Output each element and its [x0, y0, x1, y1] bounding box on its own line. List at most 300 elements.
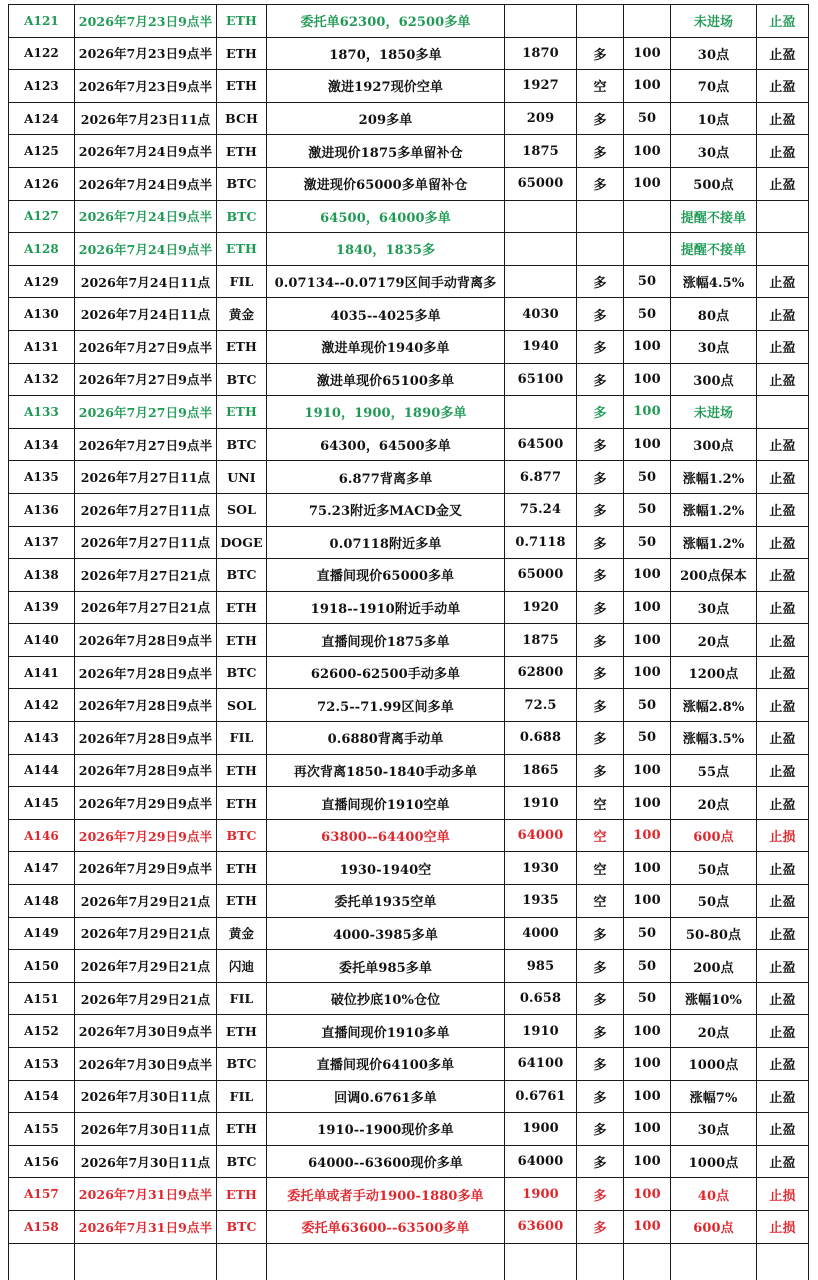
trade-result: 1000点: [671, 1145, 757, 1178]
trade-result: 1200点: [671, 656, 757, 689]
trade-entry-price: 64100: [505, 1048, 577, 1081]
trade-strategy: 209多单: [267, 102, 505, 135]
trade-id: A142: [9, 689, 75, 722]
trade-direction: 多: [577, 982, 624, 1015]
trade-result: 30点: [671, 37, 757, 70]
trade-position: 50: [624, 298, 671, 331]
trade-entry-price: [505, 265, 577, 298]
table-row: [9, 819, 809, 852]
trade-entry-price: [505, 396, 577, 429]
trade-position: 50: [624, 526, 671, 559]
empty-cell: [577, 1243, 624, 1280]
trade-symbol: BTC: [217, 1210, 267, 1243]
table-row: [9, 526, 809, 559]
trade-direction: [577, 200, 624, 233]
table-row: [9, 689, 809, 722]
trade-id: A126: [9, 167, 75, 200]
trade-result: 600点: [671, 819, 757, 852]
trade-entry-price: 64000: [505, 819, 577, 852]
table-row: [9, 70, 809, 103]
trade-entry-price: 64500: [505, 428, 577, 461]
trade-date: 2026年7月29日9点半: [75, 819, 217, 852]
trade-direction: 多: [577, 135, 624, 168]
trade-direction: 多: [577, 1048, 624, 1081]
table-row: [9, 330, 809, 363]
trade-entry-price: 1920: [505, 591, 577, 624]
trade-entry-price: 1927: [505, 70, 577, 103]
trade-direction: 多: [577, 37, 624, 70]
trade-id: A144: [9, 754, 75, 787]
trade-strategy: 0.6880背离手动单: [267, 722, 505, 755]
trade-position: [624, 200, 671, 233]
trade-direction: [577, 233, 624, 266]
trade-symbol: BTC: [217, 1048, 267, 1081]
trade-id: A151: [9, 982, 75, 1015]
trade-date: 2026年7月24日9点半: [75, 233, 217, 266]
trade-entry-price: 1910: [505, 787, 577, 820]
trade-symbol: DOGE: [217, 526, 267, 559]
trade-id: A132: [9, 363, 75, 396]
trade-result: 涨幅1.2%: [671, 526, 757, 559]
trade-outcome: 止盈: [757, 787, 809, 820]
trade-outcome: 止盈: [757, 461, 809, 494]
trade-position: 100: [624, 1178, 671, 1211]
trade-position: [624, 233, 671, 266]
trade-strategy: 激进单现价1940多单: [267, 330, 505, 363]
table-row: [9, 428, 809, 461]
trade-id: A150: [9, 950, 75, 983]
trade-outcome: 止损: [757, 819, 809, 852]
trade-entry-price: 72.5: [505, 689, 577, 722]
trade-position: 100: [624, 1210, 671, 1243]
trade-position: 100: [624, 852, 671, 885]
trade-entry-price: 65000: [505, 167, 577, 200]
trade-outcome: 止损: [757, 1178, 809, 1211]
trade-outcome: 止盈: [757, 5, 809, 38]
trade-outcome: 止损: [757, 1210, 809, 1243]
trade-outcome: 止盈: [757, 624, 809, 657]
trade-direction: 多: [577, 624, 624, 657]
trade-strategy: 6.877背离多单: [267, 461, 505, 494]
table-row: [9, 591, 809, 624]
trade-strategy: 再次背离1850-1840手动多单: [267, 754, 505, 787]
trade-position: 50: [624, 982, 671, 1015]
trade-outcome: 止盈: [757, 135, 809, 168]
table-row: [9, 265, 809, 298]
trade-position: 50: [624, 722, 671, 755]
trade-id: A128: [9, 233, 75, 266]
trade-result: 20点: [671, 624, 757, 657]
trade-direction: 多: [577, 493, 624, 526]
trade-symbol: FIL: [217, 722, 267, 755]
trade-date: 2026年7月27日9点半: [75, 396, 217, 429]
trade-outcome: 止盈: [757, 885, 809, 918]
trade-symbol: BTC: [217, 428, 267, 461]
trade-strategy: 直播间现价1875多单: [267, 624, 505, 657]
trade-direction: 多: [577, 461, 624, 494]
table-row: [9, 1210, 809, 1243]
trade-direction: 多: [577, 396, 624, 429]
trade-strategy: 委托单或者手动1900-1880多单: [267, 1178, 505, 1211]
trade-result: 50-80点: [671, 917, 757, 950]
table-row: [9, 722, 809, 755]
trade-id: A121: [9, 5, 75, 38]
trade-entry-price: 1865: [505, 754, 577, 787]
trade-strategy: 破位抄底10%仓位: [267, 982, 505, 1015]
trade-position: 100: [624, 624, 671, 657]
trade-entry-price: 985: [505, 950, 577, 983]
trade-id: A157: [9, 1178, 75, 1211]
trade-position: 100: [624, 1080, 671, 1113]
trade-strategy: 直播间现价64100多单: [267, 1048, 505, 1081]
table-row: [9, 5, 809, 38]
trade-direction: 多: [577, 1080, 624, 1113]
trade-outcome: 止盈: [757, 265, 809, 298]
trade-date: 2026年7月29日9点半: [75, 852, 217, 885]
trade-position: 100: [624, 819, 671, 852]
trade-date: 2026年7月23日9点半: [75, 70, 217, 103]
trade-entry-price: 1935: [505, 885, 577, 918]
trade-position: 50: [624, 102, 671, 135]
trade-id: A152: [9, 1015, 75, 1048]
trade-outcome: 止盈: [757, 428, 809, 461]
trade-id: A140: [9, 624, 75, 657]
trade-entry-price: [505, 200, 577, 233]
trade-id: A136: [9, 493, 75, 526]
trade-result: 涨幅10%: [671, 982, 757, 1015]
trade-position: 100: [624, 37, 671, 70]
trade-entry-price: 64000: [505, 1145, 577, 1178]
trade-strategy: 63800--64400空单: [267, 819, 505, 852]
empty-cell: [671, 1243, 757, 1280]
empty-row: [9, 1243, 809, 1280]
trade-direction: 多: [577, 754, 624, 787]
trade-result: 200点: [671, 950, 757, 983]
table-row: [9, 1178, 809, 1211]
trade-position: 100: [624, 656, 671, 689]
table-row: [9, 167, 809, 200]
trade-entry-price: 4000: [505, 917, 577, 950]
table-row: [9, 233, 809, 266]
trade-symbol: BTC: [217, 200, 267, 233]
trade-direction: 多: [577, 722, 624, 755]
trade-position: 100: [624, 754, 671, 787]
trade-result: 未进场: [671, 396, 757, 429]
trade-id: A153: [9, 1048, 75, 1081]
trade-position: 50: [624, 493, 671, 526]
trade-entry-price: 0.688: [505, 722, 577, 755]
trade-direction: 多: [577, 167, 624, 200]
trade-symbol: FIL: [217, 982, 267, 1015]
trade-date: 2026年7月27日9点半: [75, 363, 217, 396]
table-row: [9, 624, 809, 657]
trade-result: 涨幅3.5%: [671, 722, 757, 755]
trade-direction: 多: [577, 265, 624, 298]
trade-direction: 多: [577, 298, 624, 331]
trade-outcome: 止盈: [757, 1015, 809, 1048]
trade-direction: 多: [577, 1178, 624, 1211]
trade-id: A133: [9, 396, 75, 429]
table-row: [9, 754, 809, 787]
trade-strategy: 委托单63600--63500多单: [267, 1210, 505, 1243]
trade-strategy: 64000--63600现价多单: [267, 1145, 505, 1178]
trade-direction: 多: [577, 917, 624, 950]
trade-symbol: UNI: [217, 461, 267, 494]
empty-cell: [75, 1243, 217, 1280]
trade-strategy: 回调0.6761多单: [267, 1080, 505, 1113]
trade-symbol: BTC: [217, 656, 267, 689]
trade-date: 2026年7月30日11点: [75, 1113, 217, 1146]
trade-outcome: 止盈: [757, 656, 809, 689]
trade-position: 100: [624, 885, 671, 918]
trade-strategy: 直播间现价1910空单: [267, 787, 505, 820]
trade-direction: [577, 5, 624, 38]
trade-strategy: 4035--4025多单: [267, 298, 505, 331]
trade-strategy: 1870，1850多单: [267, 37, 505, 70]
table-row: [9, 396, 809, 429]
trade-date: 2026年7月29日9点半: [75, 787, 217, 820]
trade-position: 50: [624, 950, 671, 983]
trade-strategy: 1918--1910附近手动单: [267, 591, 505, 624]
trade-id: A135: [9, 461, 75, 494]
table-row: [9, 1113, 809, 1146]
trade-result: 20点: [671, 787, 757, 820]
trade-symbol: BCH: [217, 102, 267, 135]
trade-id: A154: [9, 1080, 75, 1113]
trade-result: 提醒不接单: [671, 233, 757, 266]
trade-date: 2026年7月24日9点半: [75, 200, 217, 233]
trade-symbol: 黄金: [217, 917, 267, 950]
trade-symbol: ETH: [217, 787, 267, 820]
trade-direction: 多: [577, 950, 624, 983]
table-row: [9, 852, 809, 885]
trade-date: 2026年7月27日9点半: [75, 330, 217, 363]
trade-record-body: [9, 5, 809, 1280]
trade-date: 2026年7月28日9点半: [75, 624, 217, 657]
trade-outcome: [757, 233, 809, 266]
trade-direction: 多: [577, 102, 624, 135]
table-row: [9, 1145, 809, 1178]
trade-date: 2026年7月27日21点: [75, 591, 217, 624]
trade-position: [624, 5, 671, 38]
trade-direction: 空: [577, 885, 624, 918]
trade-entry-price: 75.24: [505, 493, 577, 526]
trade-id: A158: [9, 1210, 75, 1243]
table-row: [9, 1048, 809, 1081]
trade-position: 50: [624, 265, 671, 298]
trade-outcome: [757, 200, 809, 233]
trade-symbol: BTC: [217, 363, 267, 396]
trade-result: 500点: [671, 167, 757, 200]
trade-strategy: 0.07134--0.07179区间手动背离多: [267, 265, 505, 298]
trade-position: 100: [624, 787, 671, 820]
trade-direction: 多: [577, 1210, 624, 1243]
trade-date: 2026年7月31日9点半: [75, 1178, 217, 1211]
trade-entry-price: 1875: [505, 624, 577, 657]
trade-symbol: BTC: [217, 559, 267, 592]
empty-cell: [9, 1243, 75, 1280]
trade-strategy: 激进现价1875多单留补仓: [267, 135, 505, 168]
trade-result: 70点: [671, 70, 757, 103]
trade-symbol: BTC: [217, 819, 267, 852]
trade-symbol: ETH: [217, 396, 267, 429]
trade-direction: 多: [577, 559, 624, 592]
trade-date: 2026年7月28日9点半: [75, 656, 217, 689]
trade-result: 涨幅4.5%: [671, 265, 757, 298]
empty-cell: [217, 1243, 267, 1280]
trade-symbol: ETH: [217, 885, 267, 918]
trade-position: 100: [624, 1145, 671, 1178]
trade-strategy: 直播间现价65000多单: [267, 559, 505, 592]
table-row: [9, 37, 809, 70]
trade-outcome: 止盈: [757, 1048, 809, 1081]
trade-date: 2026年7月30日11点: [75, 1145, 217, 1178]
trade-strategy: 64500，64000多单: [267, 200, 505, 233]
trade-strategy: 1910--1900现价多单: [267, 1113, 505, 1146]
trade-strategy: 激进单现价65100多单: [267, 363, 505, 396]
table-row: [9, 917, 809, 950]
trade-record-table: [8, 4, 809, 1280]
trade-direction: 多: [577, 1145, 624, 1178]
trade-result: 1000点: [671, 1048, 757, 1081]
trade-result: 600点: [671, 1210, 757, 1243]
trade-entry-price: 1900: [505, 1178, 577, 1211]
trade-entry-price: 63600: [505, 1210, 577, 1243]
trade-id: A138: [9, 559, 75, 592]
trade-strategy: 64300，64500多单: [267, 428, 505, 461]
trade-outcome: 止盈: [757, 950, 809, 983]
trade-outcome: 止盈: [757, 37, 809, 70]
trade-entry-price: 65100: [505, 363, 577, 396]
trade-symbol: ETH: [217, 591, 267, 624]
trade-direction: 多: [577, 363, 624, 396]
trade-date: 2026年7月24日11点: [75, 265, 217, 298]
trade-date: 2026年7月27日11点: [75, 461, 217, 494]
trade-outcome: 止盈: [757, 526, 809, 559]
trade-date: 2026年7月28日9点半: [75, 722, 217, 755]
trade-date: 2026年7月23日9点半: [75, 5, 217, 38]
trade-outcome: 止盈: [757, 982, 809, 1015]
trade-position: 50: [624, 461, 671, 494]
trade-position: 100: [624, 396, 671, 429]
trade-outcome: 止盈: [757, 70, 809, 103]
trade-outcome: 止盈: [757, 330, 809, 363]
trade-result: 20点: [671, 1015, 757, 1048]
trade-strategy: 激进现价65000多单留补仓: [267, 167, 505, 200]
trade-outcome: 止盈: [757, 298, 809, 331]
trade-date: 2026年7月30日9点半: [75, 1015, 217, 1048]
trade-entry-price: [505, 233, 577, 266]
trade-result: 涨幅1.2%: [671, 493, 757, 526]
table-row: [9, 200, 809, 233]
trade-position: 100: [624, 428, 671, 461]
trade-date: 2026年7月24日11点: [75, 298, 217, 331]
trade-id: A131: [9, 330, 75, 363]
trade-outcome: 止盈: [757, 363, 809, 396]
trade-date: 2026年7月29日21点: [75, 885, 217, 918]
table-row: [9, 102, 809, 135]
trade-id: A124: [9, 102, 75, 135]
table-row: [9, 1080, 809, 1113]
trade-result: 涨幅1.2%: [671, 461, 757, 494]
trade-outcome: 止盈: [757, 591, 809, 624]
trade-strategy: 1930-1940空: [267, 852, 505, 885]
trade-result: 50点: [671, 885, 757, 918]
trade-date: 2026年7月23日11点: [75, 102, 217, 135]
trade-symbol: 闪迪: [217, 950, 267, 983]
trade-entry-price: 62800: [505, 656, 577, 689]
trade-direction: 多: [577, 330, 624, 363]
trade-id: A149: [9, 917, 75, 950]
trade-id: A146: [9, 819, 75, 852]
table-row: [9, 982, 809, 1015]
table-row: [9, 135, 809, 168]
trade-symbol: ETH: [217, 233, 267, 266]
trade-direction: 空: [577, 852, 624, 885]
trade-symbol: BTC: [217, 167, 267, 200]
trade-date: 2026年7月28日9点半: [75, 754, 217, 787]
empty-cell: [757, 1243, 809, 1280]
trade-position: 100: [624, 363, 671, 396]
trade-entry-price: 6.877: [505, 461, 577, 494]
trade-date: 2026年7月27日21点: [75, 559, 217, 592]
trade-symbol: SOL: [217, 493, 267, 526]
trade-id: A129: [9, 265, 75, 298]
trade-result: 未进场: [671, 5, 757, 38]
trade-id: A139: [9, 591, 75, 624]
table-row: [9, 559, 809, 592]
trade-id: A130: [9, 298, 75, 331]
trade-date: 2026年7月29日21点: [75, 950, 217, 983]
trade-entry-price: 4030: [505, 298, 577, 331]
trade-id: A125: [9, 135, 75, 168]
trade-outcome: 止盈: [757, 1080, 809, 1113]
trade-date: 2026年7月27日11点: [75, 526, 217, 559]
trade-strategy: 委托单62300，62500多单: [267, 5, 505, 38]
trade-symbol: ETH: [217, 624, 267, 657]
trade-date: 2026年7月29日21点: [75, 982, 217, 1015]
trade-id: A155: [9, 1113, 75, 1146]
trade-position: 50: [624, 689, 671, 722]
trade-symbol: ETH: [217, 70, 267, 103]
trade-id: A143: [9, 722, 75, 755]
trade-strategy: 委托单1935空单: [267, 885, 505, 918]
trade-entry-price: 1910: [505, 1015, 577, 1048]
trade-result: 30点: [671, 330, 757, 363]
table-row: [9, 656, 809, 689]
trade-result: 30点: [671, 1113, 757, 1146]
trade-strategy: 激进1927现价空单: [267, 70, 505, 103]
trade-symbol: ETH: [217, 1113, 267, 1146]
trade-date: 2026年7月30日9点半: [75, 1048, 217, 1081]
empty-cell: [505, 1243, 577, 1280]
trade-strategy: 72.5--71.99区间多单: [267, 689, 505, 722]
trade-symbol: ETH: [217, 754, 267, 787]
table-row: [9, 950, 809, 983]
trade-result: 300点: [671, 428, 757, 461]
trade-entry-price: 1900: [505, 1113, 577, 1146]
trade-direction: 空: [577, 787, 624, 820]
trade-result: 提醒不接单: [671, 200, 757, 233]
trade-outcome: 止盈: [757, 917, 809, 950]
trade-outcome: 止盈: [757, 493, 809, 526]
table-row: [9, 787, 809, 820]
trade-id: A141: [9, 656, 75, 689]
trade-entry-price: 0.6761: [505, 1080, 577, 1113]
trade-entry-price: [505, 5, 577, 38]
trade-entry-price: 0.7118: [505, 526, 577, 559]
trade-outcome: 止盈: [757, 852, 809, 885]
